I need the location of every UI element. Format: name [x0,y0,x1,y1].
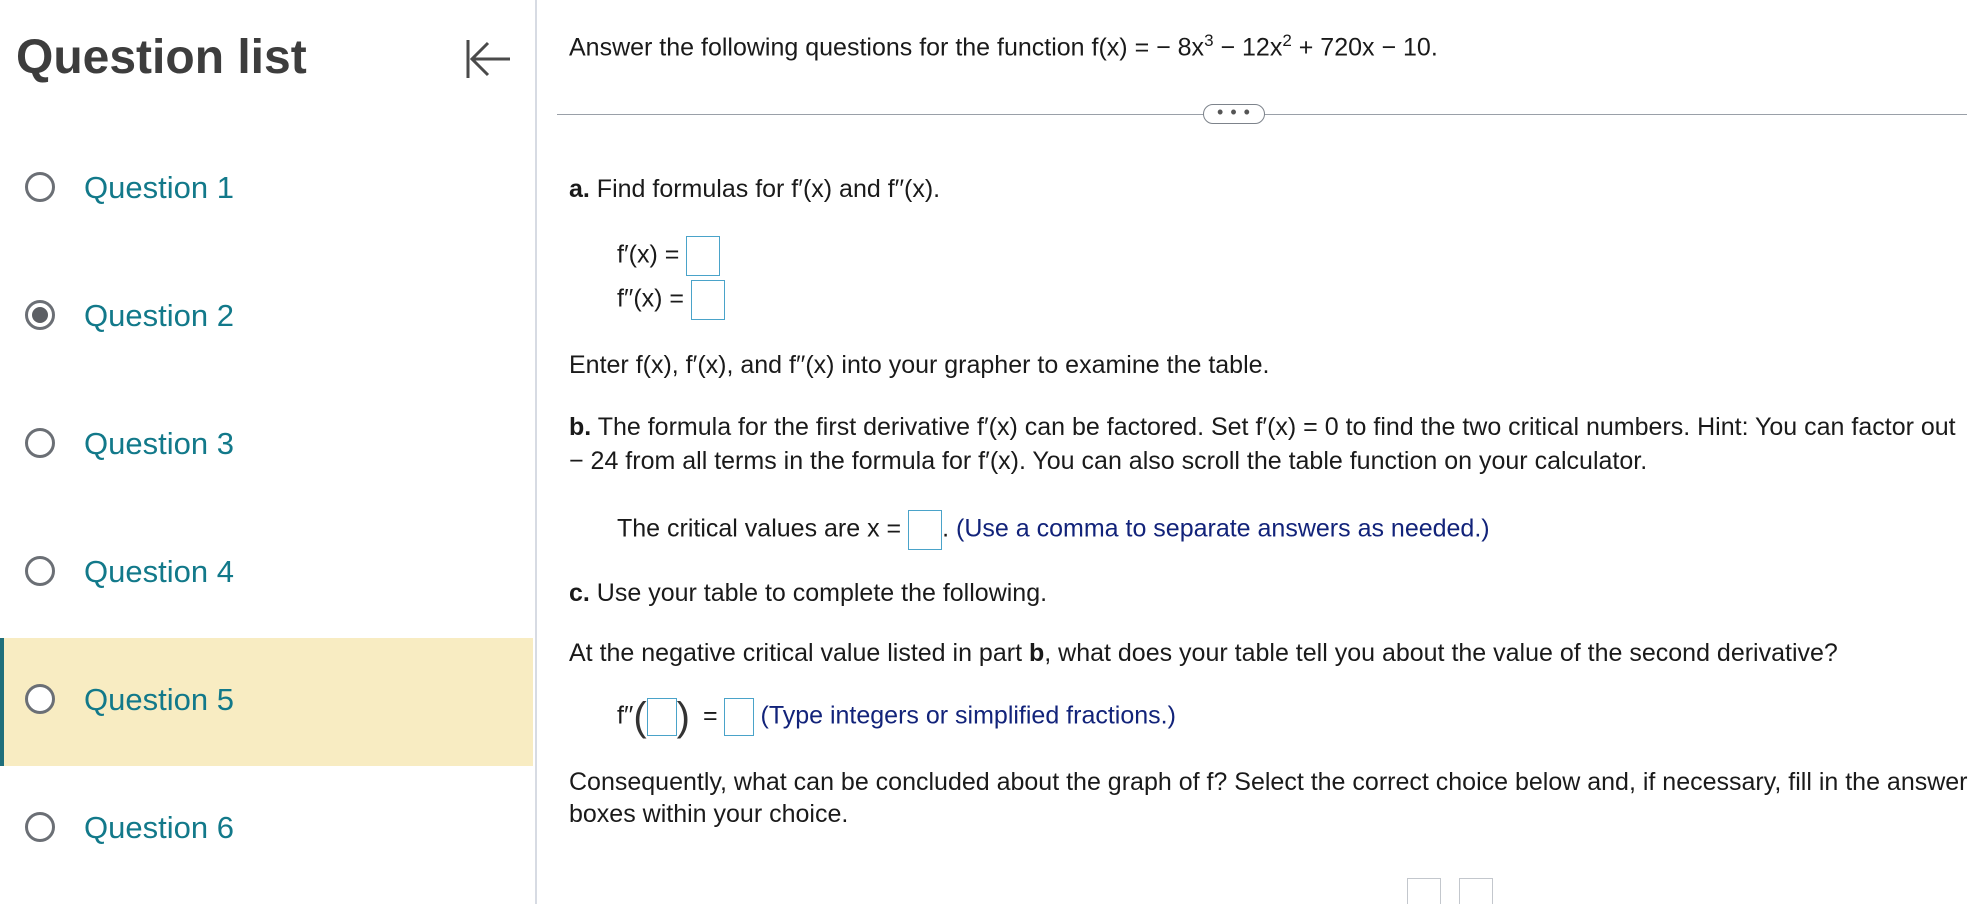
collapse-left-icon[interactable] [462,34,516,84]
sidebar-item-question-4[interactable] [0,510,533,638]
answer-box-partial[interactable] [1459,878,1493,904]
show-more-button[interactable]: • • • [1203,104,1265,124]
radio-icon [25,172,55,202]
sidebar-item-question-6[interactable] [0,766,533,894]
second-derivative-value-input[interactable] [724,698,754,736]
question-label: Question 4 [84,554,234,589]
fprime-row: f′(x) = [617,236,720,276]
question-prompt: Answer the following questions for the function f(x) = − $8x^3 - 12x^2 + 720x - 10$. [569,31,1438,62]
instruction-text: Enter f(x), f′(x), and f′′(x) into your grapher to examine the table. [569,351,1270,379]
question-label: Question 5 [84,682,234,717]
radio-icon [25,556,55,586]
part-a-heading: a. Find formulas for f′(x) and f′′(x). [569,175,941,203]
radio-icon [25,812,55,842]
radio-icon [25,684,55,714]
answer-box-partial[interactable] [1407,878,1441,904]
second-derivative-row: f′′( ) = (Type integers or simplified fractions.) [617,695,1176,739]
radio-icon [25,428,55,458]
x-value-input[interactable] [647,698,677,736]
sidebar-item-question-1[interactable] [0,126,533,254]
question-label: Question 1 [84,170,234,205]
critical-values-input[interactable] [908,510,942,550]
part-b-text: b. The formula for the first derivative f′(x) can be factored. Set f′(x) = 0 to find the two critical numbers. Hint: You can factor out − 24 from all terms in the formula for f′(x). You can also scroll the table function on your calculator. [569,413,1956,475]
sidebar-title: Question list [16,31,307,84]
part-c-heading: c. Use your table to complete the following. [569,579,1048,607]
question-label: Question 6 [84,810,234,845]
sidebar-item-question-5[interactable] [0,638,533,766]
critical-values-row: The critical values are x = . (Use a comma to separate answers as needed.) [617,510,1490,550]
sidebar-item-question-3[interactable] [0,382,533,510]
part-c-question: At the negative critical value listed in part b, what does your table tell you about the value of the second derivative? [569,639,1838,667]
question-list-sidebar [0,0,537,904]
question-label: Question 2 [84,298,234,333]
sidebar-item-question-2[interactable] [0,254,533,382]
radio-checked-icon [25,300,55,330]
fdoubleprime-answer-input[interactable] [691,280,725,320]
question-panel [537,0,1982,904]
fdoubleprime-row: f′′(x) = [617,280,725,320]
fprime-answer-input[interactable] [686,236,720,276]
question-label: Question 3 [84,426,234,461]
consequently-text: Consequently, what can be concluded about the graph of f? Select the correct choice below and, if necessary, fill in the answer boxes within your choice. [569,768,1968,828]
